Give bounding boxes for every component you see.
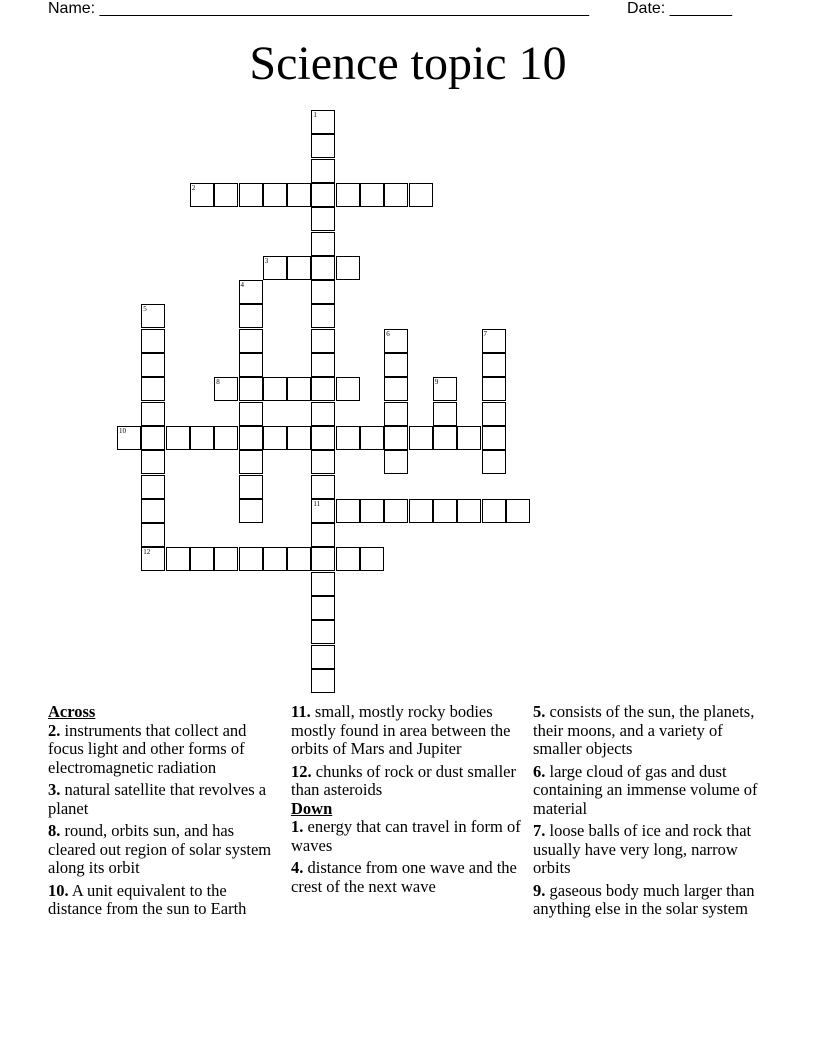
grid-cell[interactable]	[190, 547, 214, 571]
grid-cell[interactable]	[433, 402, 457, 426]
grid-cell[interactable]	[239, 402, 263, 426]
grid-cell[interactable]	[311, 304, 335, 328]
grid-cell[interactable]	[433, 377, 457, 401]
grid-cell[interactable]	[384, 183, 408, 207]
grid-cell[interactable]	[141, 547, 165, 571]
grid-cell[interactable]	[384, 377, 408, 401]
clue-across-3	[48, 781, 283, 818]
page-title: Science topic 10	[249, 37, 567, 90]
grid-cell[interactable]	[141, 304, 165, 328]
clue-down-9	[533, 882, 768, 919]
grid-cell[interactable]	[482, 353, 506, 377]
grid-cell[interactable]	[117, 426, 141, 450]
grid-cell[interactable]	[409, 426, 433, 450]
grid-cell[interactable]	[384, 329, 408, 353]
grid-cell[interactable]	[311, 547, 335, 571]
grid-cell[interactable]	[263, 256, 287, 280]
clue-text: distance from one wave and the crest of the next wave	[291, 858, 517, 896]
grid-cell[interactable]	[311, 134, 335, 158]
grid-cell[interactable]	[214, 426, 238, 450]
clue-number: 3.	[48, 780, 61, 799]
clue-across-10	[48, 882, 283, 919]
clue-across-12	[291, 763, 526, 800]
clue-number: 8.	[48, 821, 61, 840]
clue-number: 12.	[291, 761, 312, 781]
clue-text: A unit equivalent to the distance from the sun to Earth	[48, 880, 247, 918]
grid-cell[interactable]	[384, 499, 408, 523]
grid-cell[interactable]	[263, 377, 287, 401]
grid-cell[interactable]	[311, 572, 335, 596]
cell-number: 6	[386, 329, 390, 338]
clue-text: loose balls of ice and rock that usually have very long, narrow orbits	[533, 821, 752, 877]
grid-cell[interactable]	[287, 426, 311, 450]
clue-number: 11.	[291, 702, 311, 721]
grid-cell[interactable]	[506, 499, 530, 523]
grid-cell[interactable]	[409, 183, 433, 207]
grid-cell[interactable]	[384, 402, 408, 426]
grid-cell[interactable]	[287, 377, 311, 401]
grid-cell[interactable]	[287, 183, 311, 207]
grid-cell[interactable]	[239, 499, 263, 523]
grid-cell[interactable]	[239, 329, 263, 353]
grid-cell[interactable]	[311, 450, 335, 474]
grid-cell[interactable]	[311, 475, 335, 499]
grid-cell[interactable]	[311, 329, 335, 353]
cell-number: 5	[143, 305, 147, 314]
clue-text: round, orbits sun, and has cleared out region of solar system along its orbit	[48, 821, 272, 877]
clue-number: 5.	[533, 702, 546, 721]
cell-number: 7	[483, 329, 487, 338]
grid-cell[interactable]	[457, 426, 481, 450]
clue-number: 1.	[291, 817, 304, 836]
grid-cell[interactable]	[141, 499, 165, 523]
clue-text: chunks of rock or dust smaller than asteroids	[291, 761, 516, 799]
cell-number: 2	[191, 183, 196, 192]
grid-cell[interactable]	[239, 426, 263, 450]
grid-cell[interactable]	[239, 475, 263, 499]
clue-down-6	[533, 763, 768, 819]
grid-cell[interactable]	[482, 426, 506, 450]
clue-number: 6.	[533, 761, 546, 781]
clue-number: 4.	[291, 858, 304, 877]
grid-cell[interactable]	[457, 499, 481, 523]
grid-cell[interactable]	[482, 450, 506, 474]
grid-cell[interactable]	[263, 183, 287, 207]
grid-cell[interactable]	[141, 523, 165, 547]
grid-cell[interactable]	[141, 450, 165, 474]
grid-cell[interactable]	[409, 499, 433, 523]
cell-number: 9	[434, 378, 439, 387]
clue-down-4	[291, 859, 526, 896]
clue-text: small, mostly rocky bodies mostly found in area between the orbits of Mars and Jupiter	[291, 702, 511, 758]
clue-down-7	[533, 822, 768, 878]
grid-cell[interactable]	[311, 183, 335, 207]
grid-cell[interactable]	[141, 329, 165, 353]
clue-number: 10.	[48, 880, 69, 900]
grid-cell[interactable]	[239, 377, 263, 401]
grid-cell[interactable]	[482, 329, 506, 353]
down-heading: Down	[291, 798, 333, 818]
grid-cell[interactable]	[311, 159, 335, 183]
grid-cell[interactable]	[141, 377, 165, 401]
clue-across-2	[48, 722, 283, 778]
grid-cell[interactable]	[311, 256, 335, 280]
grid-cell[interactable]	[433, 426, 457, 450]
grid-cell[interactable]	[336, 547, 360, 571]
clue-column-1	[48, 703, 283, 919]
clue-number: 7.	[533, 821, 546, 840]
grid-cell[interactable]	[336, 499, 360, 523]
grid-cell[interactable]	[360, 183, 384, 207]
clue-across-8	[48, 822, 283, 878]
grid-cell[interactable]	[311, 596, 335, 620]
grid-cell[interactable]	[311, 207, 335, 231]
cell-number: 4	[240, 281, 244, 290]
grid-cell[interactable]	[239, 450, 263, 474]
cell-number: 11	[313, 499, 321, 508]
grid-cell[interactable]	[166, 547, 190, 571]
clue-text: energy that can travel in form of waves	[291, 817, 521, 855]
grid-cell[interactable]	[360, 426, 384, 450]
grid-cell[interactable]	[214, 377, 238, 401]
grid-cell[interactable]	[239, 547, 263, 571]
grid-cell[interactable]	[311, 620, 335, 644]
grid-cell[interactable]	[263, 547, 287, 571]
clue-column-2	[291, 703, 526, 896]
grid-cell[interactable]	[336, 377, 360, 401]
grid-cell[interactable]	[482, 402, 506, 426]
cell-number: 12	[143, 548, 151, 557]
cell-number: 3	[264, 256, 269, 265]
clue-number: 9.	[533, 880, 546, 900]
clue-text: gaseous body much larger than anything else in the solar system	[533, 880, 755, 918]
grid-cell[interactable]	[482, 377, 506, 401]
grid-cell[interactable]	[336, 183, 360, 207]
grid-cell[interactable]	[311, 523, 335, 547]
grid-cell[interactable]	[482, 499, 506, 523]
date-field[interactable]: Date: _______	[627, 0, 732, 17]
grid-cell[interactable]	[311, 377, 335, 401]
grid-cell[interactable]	[311, 669, 335, 693]
clue-text: consists of the sun, the planets, their moons, and a variety of smaller objects	[533, 702, 755, 758]
grid-cell[interactable]	[239, 280, 263, 304]
grid-cell[interactable]	[360, 547, 384, 571]
grid-cell[interactable]	[311, 280, 335, 304]
grid-cell[interactable]	[239, 353, 263, 377]
grid-cell[interactable]	[214, 547, 238, 571]
grid-cell[interactable]	[336, 426, 360, 450]
grid-cell[interactable]	[311, 110, 335, 134]
grid-cell[interactable]	[141, 402, 165, 426]
grid-cell[interactable]	[311, 232, 335, 256]
across-heading: Across	[48, 702, 96, 721]
clue-column-3	[533, 703, 768, 919]
grid-cell[interactable]	[214, 183, 238, 207]
clue-number: 2.	[48, 720, 61, 740]
grid-cell[interactable]	[336, 256, 360, 280]
grid-cell[interactable]	[190, 183, 214, 207]
clue-text: natural satellite that revolves a planet	[48, 780, 267, 818]
grid-cell[interactable]	[287, 256, 311, 280]
grid-cell[interactable]	[384, 353, 408, 377]
grid-cell[interactable]	[239, 304, 263, 328]
name-field[interactable]: Name: _______________________________________________________	[48, 0, 589, 17]
grid-cell[interactable]	[190, 426, 214, 450]
grid-cell[interactable]	[384, 450, 408, 474]
cell-number: 1	[313, 111, 317, 119]
clue-down-5	[533, 703, 768, 759]
grid-cell[interactable]	[360, 499, 384, 523]
clue-down-1	[291, 818, 526, 855]
clue-text: large cloud of gas and dust containing an immense volume of material	[533, 761, 758, 818]
grid-cell[interactable]	[263, 426, 287, 450]
grid-cell[interactable]	[141, 353, 165, 377]
grid-cell[interactable]	[141, 475, 165, 499]
grid-cell[interactable]	[287, 547, 311, 571]
grid-cell[interactable]	[166, 426, 190, 450]
cell-number: 8	[216, 378, 220, 387]
clue-text: instruments that collect and focus light and other forms of electromagnetic radiation	[48, 720, 247, 777]
grid-cell[interactable]	[141, 426, 165, 450]
grid-cell[interactable]	[311, 499, 335, 523]
grid-cell[interactable]	[433, 499, 457, 523]
grid-cell[interactable]	[311, 402, 335, 426]
grid-cell[interactable]	[311, 353, 335, 377]
clue-across-11	[291, 703, 526, 759]
grid-cell[interactable]	[311, 645, 335, 669]
grid-cell[interactable]	[384, 426, 408, 450]
cell-number: 10	[119, 426, 126, 435]
grid-cell[interactable]	[239, 183, 263, 207]
grid-cell[interactable]	[311, 426, 335, 450]
